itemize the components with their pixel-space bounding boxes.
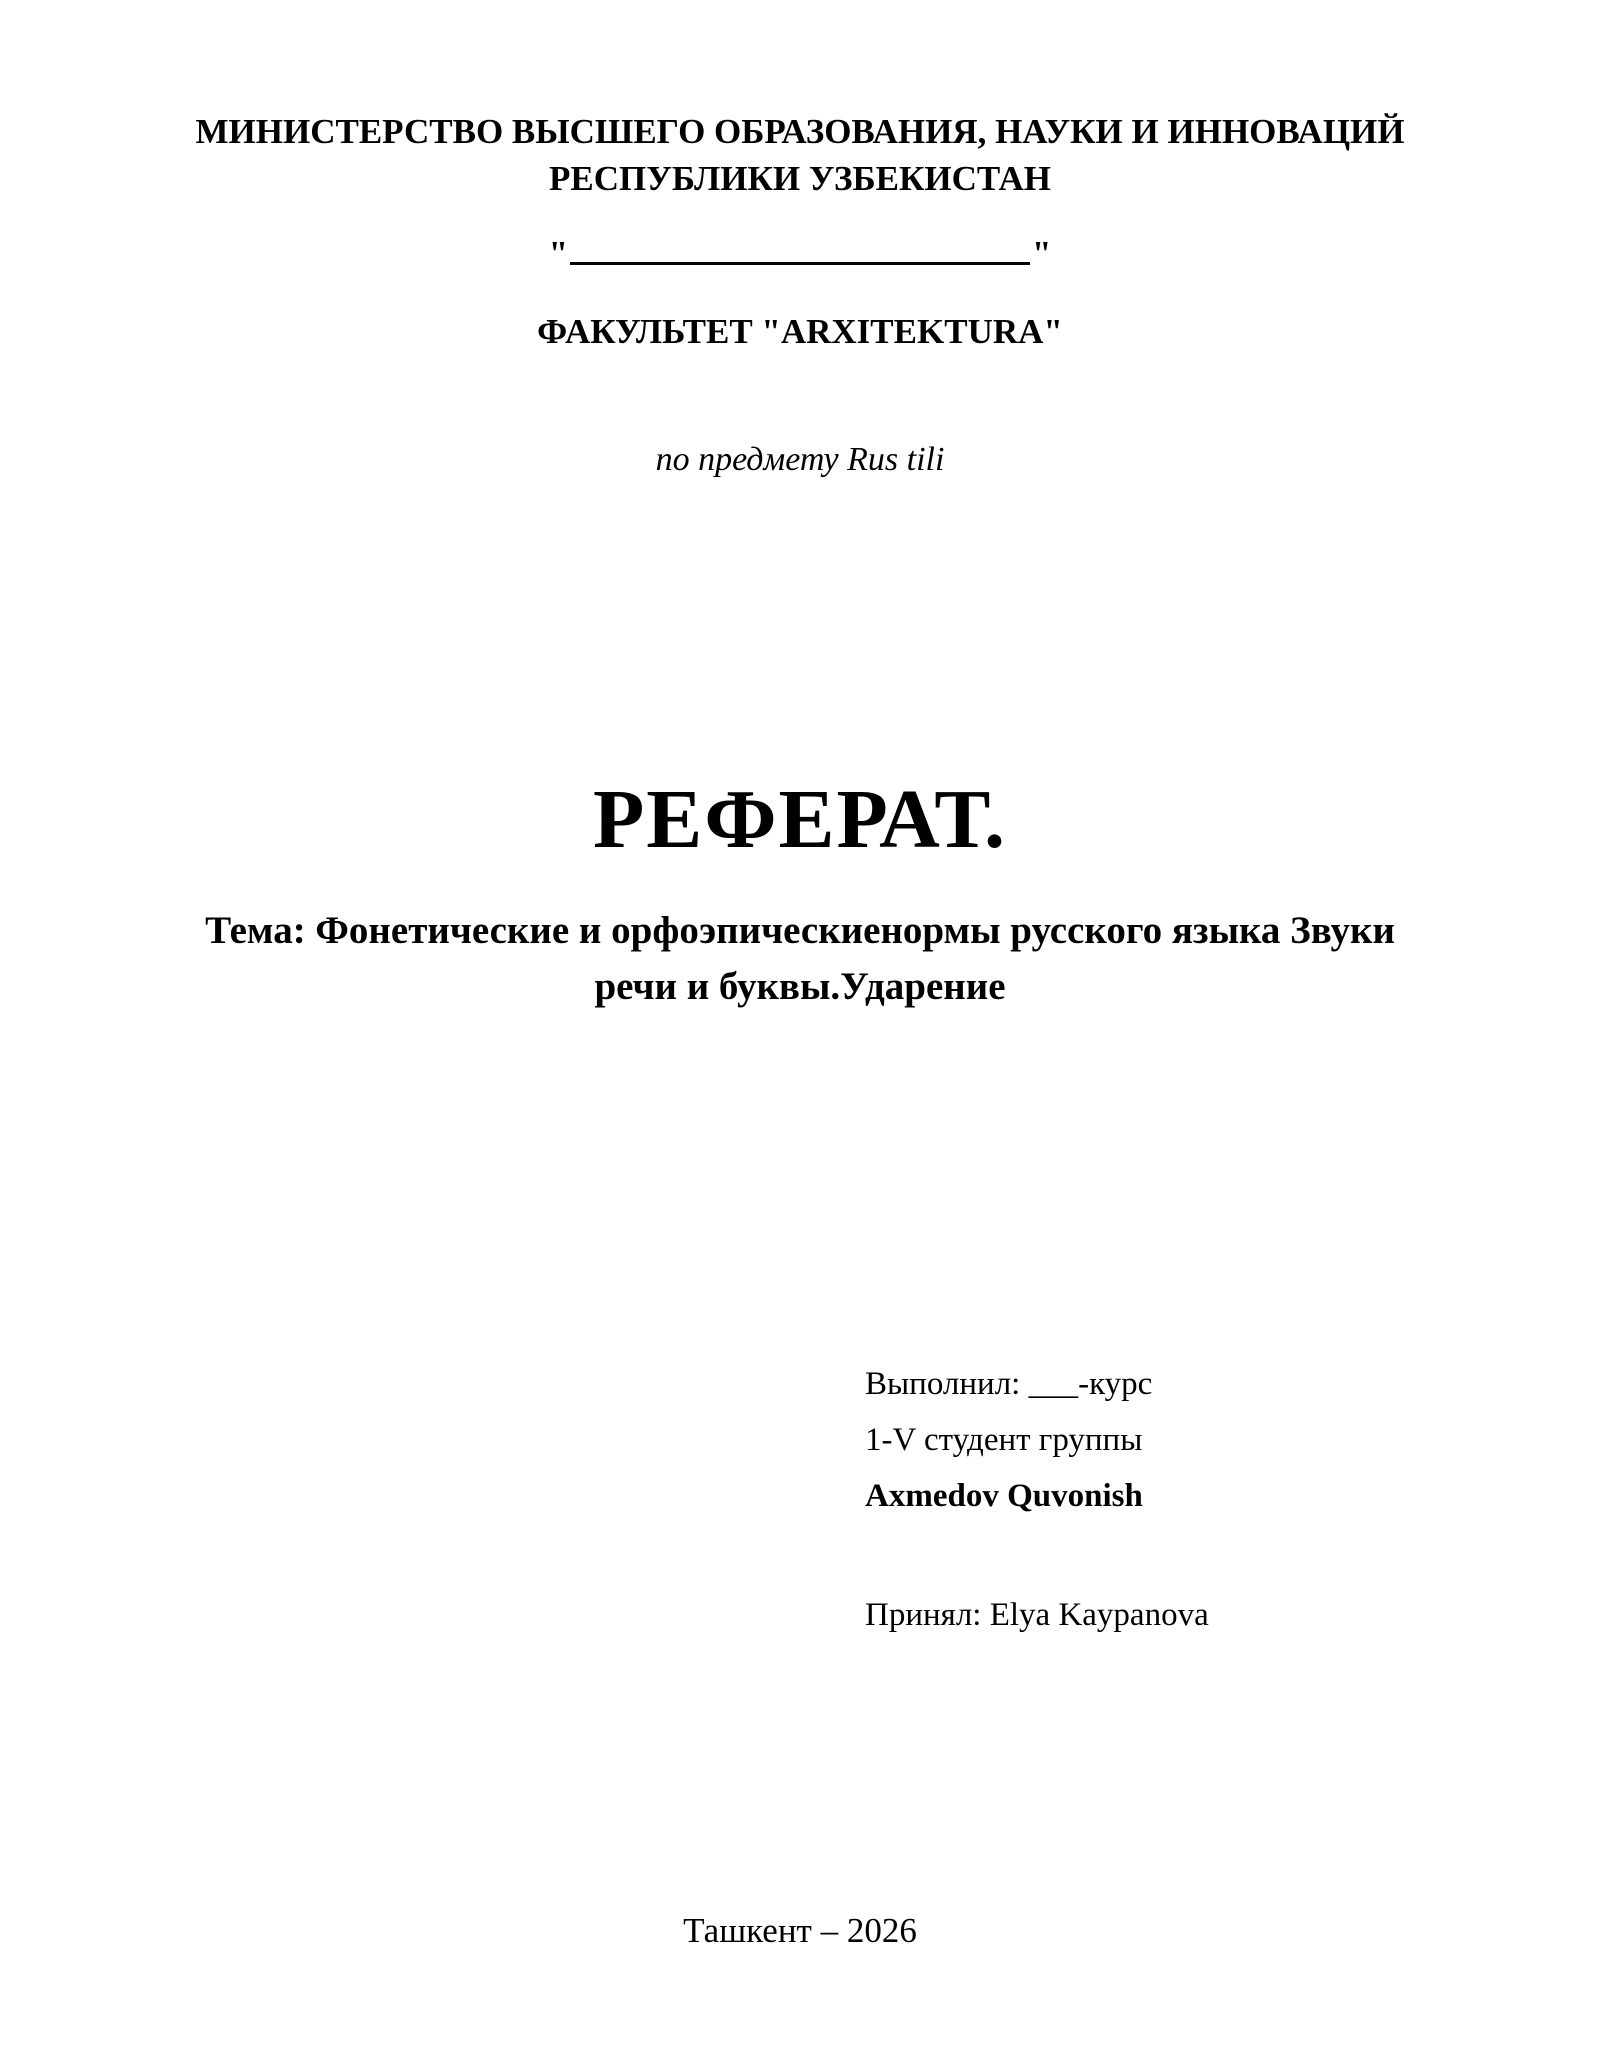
university-blank-field xyxy=(0,230,1600,277)
ministry-line-2: РЕСПУБЛИКИ УЗБЕКИСТАН xyxy=(549,159,1051,198)
close-quote: " xyxy=(1032,234,1052,273)
blank-underline xyxy=(570,232,1030,265)
subject-line: по предмету Rus tili xyxy=(655,441,945,478)
document-title: РЕФЕРАТ. xyxy=(593,773,1007,866)
faculty-heading: ФАКУЛЬТЕТ "ARXITEKTURA" xyxy=(537,312,1063,351)
topic-heading xyxy=(140,903,1460,1015)
city-year: Ташкент – 2026 xyxy=(683,1911,917,1950)
topic-line-2: речи и буквы.Ударение xyxy=(594,965,1006,1008)
completed-by-line: Выполнил: ___-курс xyxy=(865,1366,1153,1402)
student-group-line: 1-V студент группы xyxy=(865,1422,1143,1458)
open-quote: " xyxy=(548,234,568,273)
accepted-by-line: Принял: Elya Kaypanova xyxy=(865,1597,1209,1633)
ministry-heading xyxy=(0,108,1600,202)
student-name: Axmedov Quvonish xyxy=(865,1478,1143,1514)
ministry-line-1: МИНИСТЕРСТВО ВЫСШЕГО ОБРАЗОВАНИЯ, НАУКИ И ИННОВАЦИЙ xyxy=(195,112,1405,151)
topic-line-1: Тема: Фонетические и орфоэпическиенормы русского языка Звуки xyxy=(205,909,1395,952)
